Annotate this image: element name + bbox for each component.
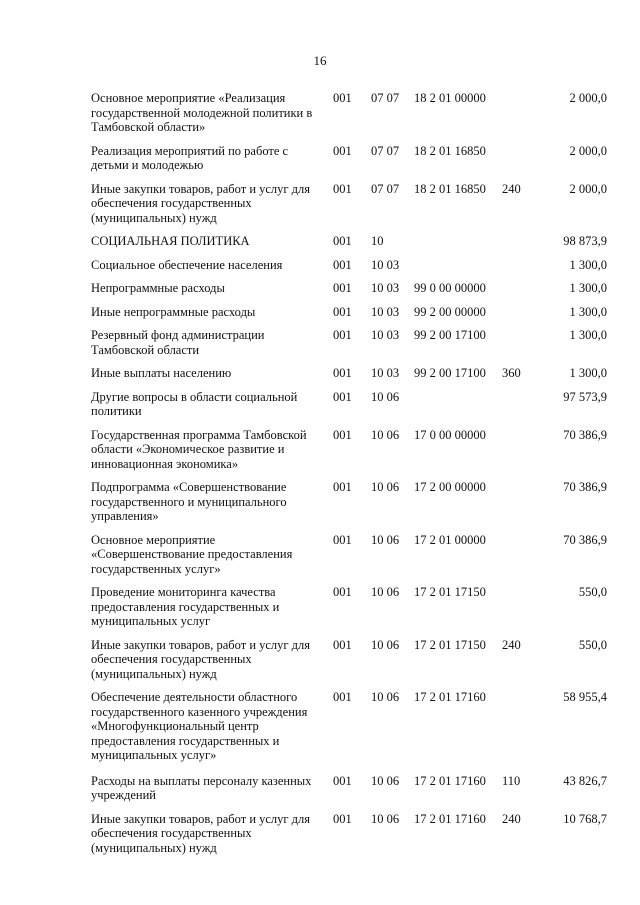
row-amount: 43 826,7 <box>563 773 607 788</box>
table-row <box>91 533 611 577</box>
row-expense-type: 240 <box>502 181 521 196</box>
row-amount: 550,0 <box>578 585 607 599</box>
row-name: Другие вопросы в области социальной политики <box>91 389 298 418</box>
row-target-article: 18 2 01 16850 <box>414 143 486 158</box>
row-section-code: 07 07 <box>371 181 400 196</box>
row-amount: 1 300,0 <box>569 304 607 319</box>
row-name: Государственная программа Тамбовской области «Экономическое развитие и инновационная экономика» <box>91 427 307 471</box>
row-name: Иные выплаты населению <box>91 366 232 380</box>
row-name: Резервный фонд администрации Тамбовской области <box>91 328 265 357</box>
row-name: Иные закупки товаров, работ и услуг для обеспечения государственных (муниципальных) нужд <box>91 811 311 855</box>
row-expense-type: 110 <box>502 773 521 788</box>
row-target-article: 17 2 01 17150 <box>414 637 486 652</box>
row-ministry-code: 001 <box>333 143 352 158</box>
row-amount: 98 873,9 <box>563 234 607 248</box>
row-ministry-code: 001 <box>333 304 352 319</box>
row-target-article: 17 2 00 00000 <box>414 480 486 494</box>
row-amount: 58 955,4 <box>563 690 607 704</box>
row-section-code: 07 07 <box>371 91 400 105</box>
row-ministry-code: 001 <box>333 257 352 272</box>
table-row <box>91 91 611 135</box>
row-expense-type: 240 <box>502 637 521 652</box>
row-target-article: 99 2 00 17100 <box>414 366 486 380</box>
row-section-code: 10 06 <box>371 427 400 442</box>
table-row <box>91 182 611 226</box>
table-row <box>91 774 611 803</box>
table-row <box>91 144 611 173</box>
row-ministry-code: 001 <box>333 281 352 295</box>
row-amount: 550,0 <box>578 637 607 652</box>
row-ministry-code: 001 <box>333 234 352 248</box>
row-target-article: 17 2 01 17160 <box>414 811 486 826</box>
row-section-code: 10 06 <box>371 690 400 704</box>
row-ministry-code: 001 <box>333 532 352 547</box>
row-ministry-code: 001 <box>333 366 352 380</box>
row-section-code: 10 03 <box>371 281 400 295</box>
row-target-article: 17 2 01 00000 <box>414 532 486 547</box>
table-row <box>91 585 611 629</box>
row-name: Социальное обеспечение населения <box>91 257 283 272</box>
row-ministry-code: 001 <box>333 773 352 788</box>
table-row <box>91 328 611 357</box>
row-section-code: 10 06 <box>371 480 400 494</box>
row-ministry-code: 001 <box>333 181 352 196</box>
row-ministry-code: 001 <box>333 480 352 494</box>
table-row <box>91 428 611 472</box>
row-target-article: 17 2 01 17160 <box>414 690 486 704</box>
row-section-code: 07 07 <box>371 143 400 158</box>
row-ministry-code: 001 <box>333 91 352 105</box>
table-row <box>91 258 611 273</box>
table-row <box>91 480 611 524</box>
row-expense-type: 240 <box>502 811 521 826</box>
row-name: Основное мероприятие «Совершенствование предоставления государственных услуг» <box>91 532 293 576</box>
row-target-article: 99 0 00 00000 <box>414 281 486 295</box>
row-target-article: 99 2 00 17100 <box>414 328 486 342</box>
row-amount: 1 300,0 <box>569 328 607 342</box>
row-name: Иные закупки товаров, работ и услуг для обеспечения государственных (муниципальных) нужд <box>91 181 311 225</box>
row-section-code: 10 03 <box>371 366 400 380</box>
row-amount: 97 573,9 <box>563 389 607 404</box>
row-name: Непрограммные расходы <box>91 281 225 295</box>
row-target-article: 18 2 01 00000 <box>414 91 486 105</box>
row-name: СОЦИАЛЬНАЯ ПОЛИТИКА <box>91 234 250 248</box>
row-ministry-code: 001 <box>333 427 352 442</box>
row-amount: 70 386,9 <box>563 532 607 547</box>
row-target-article: 18 2 01 16850 <box>414 181 486 196</box>
table-row <box>91 812 611 856</box>
row-name: Обеспечение деятельности областного государственного казенного учреждения «Многофункциональный центр предоставления государственных и муниципальных услуг» <box>91 690 308 762</box>
row-ministry-code: 001 <box>333 389 352 404</box>
row-name: Проведение мониторинга качества предоставления государственных и муниципальных услуг <box>91 585 280 628</box>
table-row <box>91 234 611 249</box>
row-name: Расходы на выплаты персоналу казенных учреждений <box>91 773 312 802</box>
row-ministry-code: 001 <box>333 585 352 599</box>
table-row <box>91 390 611 419</box>
table-row <box>91 638 611 682</box>
row-amount: 1 300,0 <box>569 281 607 295</box>
row-section-code: 10 03 <box>371 328 400 342</box>
row-amount: 2 000,0 <box>569 91 607 105</box>
row-amount: 2 000,0 <box>569 143 607 158</box>
row-section-code: 10 <box>371 234 384 248</box>
row-name: Иные непрограммные расходы <box>91 304 256 319</box>
row-amount: 10 768,7 <box>563 811 607 826</box>
row-ministry-code: 001 <box>333 637 352 652</box>
row-name: Подпрограмма «Совершенствование государственного и муниципального управления» <box>91 480 287 523</box>
row-amount: 70 386,9 <box>563 480 607 494</box>
row-amount: 2 000,0 <box>569 181 607 196</box>
row-ministry-code: 001 <box>333 811 352 826</box>
row-name: Основное мероприятие «Реализация государственной молодежной политики в Тамбовской области» <box>91 91 313 134</box>
row-section-code: 10 06 <box>371 811 400 826</box>
table-row <box>91 305 611 320</box>
row-section-code: 10 06 <box>371 773 400 788</box>
row-target-article: 17 0 00 00000 <box>414 427 486 442</box>
row-target-article: 99 2 00 00000 <box>414 304 486 319</box>
table-row <box>91 281 611 296</box>
row-name: Иные закупки товаров, работ и услуг для обеспечения государственных (муниципальных) нужд <box>91 637 311 681</box>
table-row <box>91 690 611 763</box>
row-section-code: 10 06 <box>371 637 400 652</box>
row-expense-type: 360 <box>502 366 521 380</box>
row-amount: 70 386,9 <box>563 427 607 442</box>
page-number: 16 <box>313 53 327 68</box>
row-target-article: 17 2 01 17160 <box>414 773 486 788</box>
row-section-code: 10 06 <box>371 585 400 599</box>
table-row <box>91 366 611 381</box>
row-amount: 1 300,0 <box>569 257 607 272</box>
row-section-code: 10 03 <box>371 304 400 319</box>
budget-table <box>91 91 611 864</box>
row-section-code: 10 06 <box>371 389 400 404</box>
row-name: Реализация мероприятий по работе с детьми и молодежью <box>91 143 289 172</box>
row-amount: 1 300,0 <box>569 366 607 380</box>
row-ministry-code: 001 <box>333 328 352 342</box>
row-target-article: 17 2 01 17150 <box>414 585 486 599</box>
row-ministry-code: 001 <box>333 690 352 704</box>
row-section-code: 10 06 <box>371 532 400 547</box>
row-section-code: 10 03 <box>371 257 400 272</box>
